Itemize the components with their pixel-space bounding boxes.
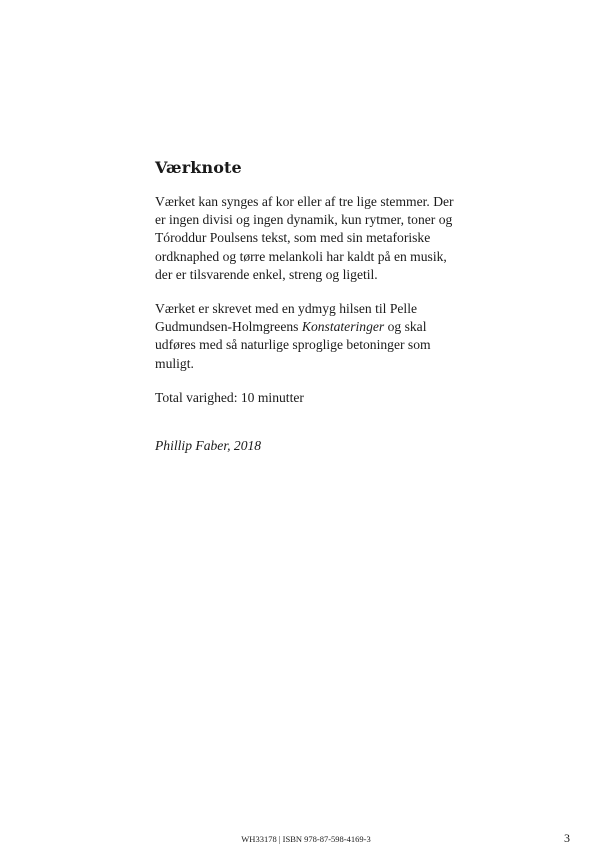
total-duration: Total varighed: 10 minutter: [155, 389, 304, 405]
dedication-text-after: og skal udføres med så naturlige sproglige betoninger som muligt.: [155, 319, 431, 371]
dedication-text-before: Værket er skrevet med en ydmyg hilsen til Pelle Gudmundsen-Holmgreens: [155, 301, 417, 335]
page-title: Værknote: [155, 158, 242, 177]
work-note-section: [155, 158, 465, 455]
page-number: 3: [564, 831, 570, 845]
page-footer: [0, 832, 612, 846]
catalog-isbn: WH33178 | ISBN 978-87-598-4169-3: [241, 834, 371, 844]
author-signature: Phillip Faber, 2018: [155, 438, 262, 454]
paragraph-description: Værket kan synges af kor eller af tre lige stemmer. Der er ingen divisi og ingen dynamik, kun rytmer, toner og Tóroddur Poulsens tekst, som med sin metaforiske ordknaphed og tørre melankoli har kaldt på en musik, der er tilsvarende enkel, streng og ligetil.: [155, 194, 454, 282]
dedication-work-title: Konstateringer: [301, 319, 385, 335]
paragraph-dedication: [155, 300, 465, 373]
